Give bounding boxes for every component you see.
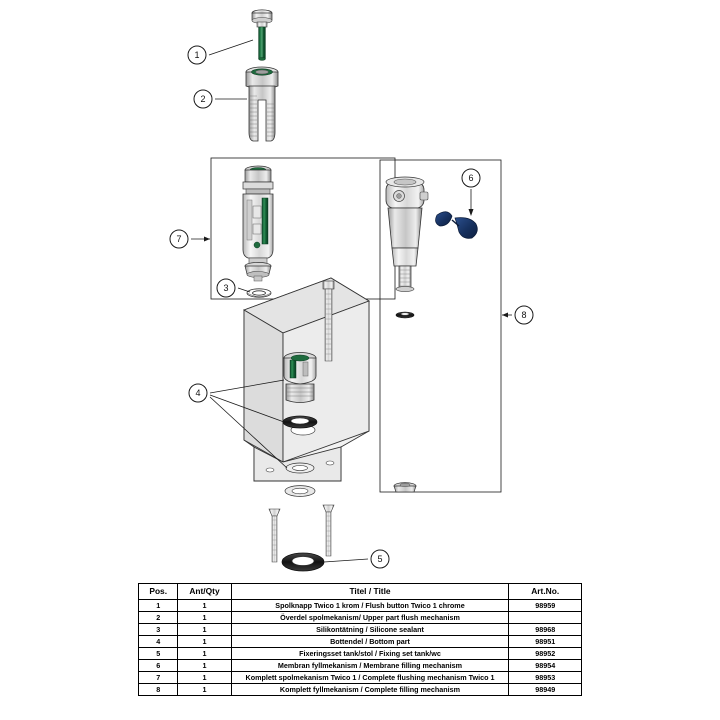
cell-qty: 1 [178,683,231,695]
table-row [139,671,582,683]
cell-title: Fixeringsset tank/stol / Fixing set tank/wc [231,647,509,659]
table-row [139,647,582,659]
cell-art: 98951 [509,635,582,647]
parts-table [138,583,582,696]
cell-title: Komplett fyllmekanism / Complete filling mechanism [231,683,509,695]
cell-qty: 1 [178,647,231,659]
callout-5[interactable] [371,550,389,568]
callout-6[interactable] [462,169,480,187]
callout-7[interactable] [170,230,188,248]
header-title: Titel / Title [231,584,509,600]
cell-title: Komplett spolmekanism Twico 1 / Complete flushing mechanism Twico 1 [231,671,509,683]
part-complete-flush-mechanism [243,166,273,281]
cell-art: 98959 [509,599,582,611]
callout-4-label: 4 [195,388,201,398]
callout-5-label: 5 [377,554,383,564]
callout-2[interactable] [194,90,212,108]
cell-pos: 5 [139,647,178,659]
cell-art [509,611,582,623]
callout-7-label: 7 [176,234,182,244]
cell-pos: 1 [139,599,178,611]
cell-qty: 1 [178,635,231,647]
table-row [139,611,582,623]
callout-8[interactable] [515,306,533,324]
cell-art: 98954 [509,659,582,671]
callout-3-label: 3 [223,283,229,293]
cell-qty: 1 [178,623,231,635]
callout-2-label: 2 [200,94,206,104]
cell-pos: 2 [139,611,178,623]
table-header-row [139,584,582,600]
cell-art: 98953 [509,671,582,683]
cell-art: 98952 [509,647,582,659]
callout-1[interactable] [188,46,206,64]
part-upper-flush-mechanism [246,67,278,141]
cell-title: Bottendel / Bottom part [231,635,509,647]
cell-qty: 1 [178,599,231,611]
part-complete-filling-mechanism [386,177,428,492]
cell-art: 98949 [509,683,582,695]
cell-qty: 1 [178,659,231,671]
cell-title: Membran fyllmekanism / Membrane filling mechanism [231,659,509,671]
cell-pos: 8 [139,683,178,695]
group-box-7 [211,158,395,299]
part-membrane [436,189,478,238]
cell-art: 98968 [509,623,582,635]
table-row [139,623,582,635]
part-flush-button [252,10,272,61]
table-row [139,635,582,647]
header-pos: Pos. [139,584,178,600]
cell-pos: 4 [139,635,178,647]
callout-4[interactable] [189,384,207,402]
cell-qty: 1 [178,611,231,623]
cell-title: Silikontätning / Silicone sealant [231,623,509,635]
callout-6-label: 6 [468,173,474,183]
cell-qty: 1 [178,671,231,683]
table-row [139,683,582,695]
callout-3[interactable] [217,279,235,297]
cell-pos: 3 [139,623,178,635]
callout-8-label: 8 [521,310,527,320]
callout-1-label: 1 [194,50,200,60]
table-row [139,659,582,671]
header-qty: Ant/Qty [178,584,231,600]
cell-pos: 6 [139,659,178,671]
table-row [139,599,582,611]
cell-title: Spolknapp Twico 1 krom / Flush button Twico 1 chrome [231,599,509,611]
part-silicone-sealant [247,289,271,297]
header-art: Art.No. [509,584,582,600]
cell-title: Överdel spolmekanism/ Upper part flush mechanism [231,611,509,623]
part-fixing-set [269,505,334,571]
cell-pos: 7 [139,671,178,683]
